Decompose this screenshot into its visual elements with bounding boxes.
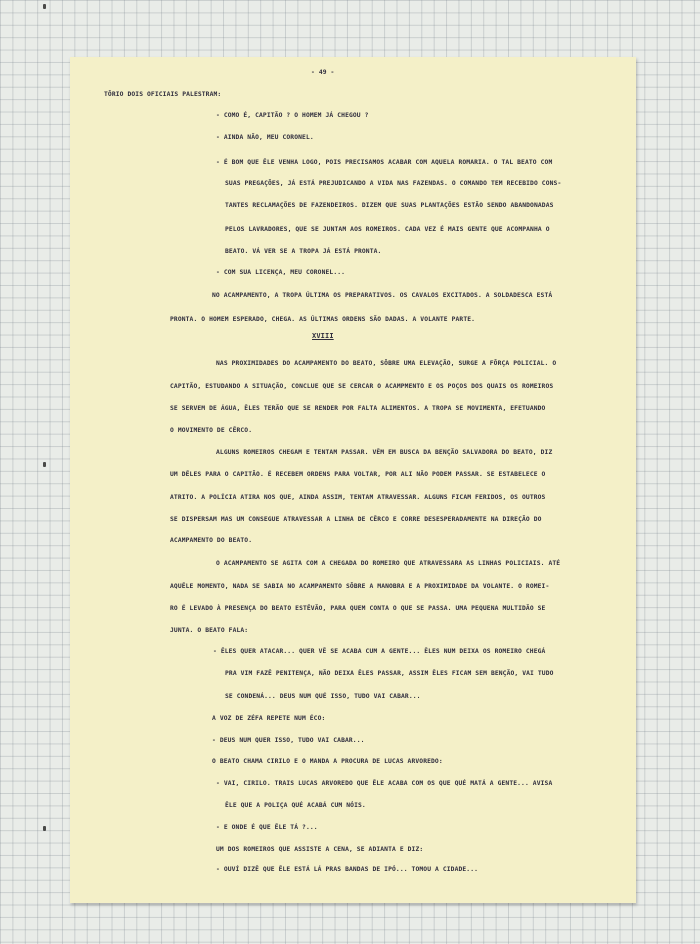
text-line: SE SERVEM DE ÁGUA, ÊLES TERÃO QUE SE RENDER POR FALTA ALIMENTOS. A TROPA SE MOVIMENTA, EFETUANDO [170, 405, 546, 412]
text-line: - OUVÍ DIZÊ QUE ÊLE ESTÁ LÁ PRAS BANDAS DE IPÓ... TOMOU A CIDADE... [216, 866, 479, 873]
text-line: O ACAMPAMENTO SE AGITA COM A CHEGADA DO ROMEIRO QUE ATRAVESSARA AS LINHAS POLICIAIS. ATÉ [216, 560, 561, 567]
text-line: RO É LEVADO À PRESENÇA DO BEATO ESTÊVÃO, PARA QUEM CONTA O QUE SE PASSA. UMA PEQUENA MULTIDÃO SE [170, 605, 546, 612]
text-line: CAPITÃO, ESTUDANDO A SITUAÇÃO, CONCLUE QUE SE CERCAR O ACAMPMENTO E OS POÇOS DOS QUAIS OS ROMEIROS [170, 383, 554, 390]
text-line: - É BOM QUE ÊLE VENHA LOGO, POIS PRECISAMOS ACABAR COM AQUELA ROMARIA. O TAL BEATO COM [216, 159, 553, 166]
text-line: - AINDA NÃO, MEU CORONEL. [216, 134, 314, 141]
text-line: ÊLE QUE A POLIÇA QUÉ ACABÁ CUM NÓIS. [225, 802, 366, 809]
page-number: - 49 - [311, 69, 335, 76]
text-line: TÔRIO DOIS OFICIAIS PALESTRAM: [104, 91, 222, 98]
text-line: BEATO. VÁ VER SE A TROPA JÁ ESTÁ PRONTA. [225, 248, 382, 255]
text-line: - VAI, CIRILO. TRAIS LUCAS ARVOREDO QUE ÊLE ACABA COM OS QUE QUÉ MATÁ A GENTE... AVISA [216, 780, 553, 787]
tack-hole-bottom [43, 826, 46, 831]
text-line: ALGUNS ROMEIROS CHEGAM E TENTAM PASSAR. VÊM EM BUSCA DA BENÇÃO SALVADORA DO BEATO, DIZ [216, 449, 553, 456]
text-line: - COM SUA LICENÇA, MEU CORONEL... [216, 269, 346, 276]
text-line: AQUÊLE MOMENTO, NADA SE SABIA NO ACAMPAMENTO SÔBRE A MANOBRA E A PROXIMIDADE DA VOLANTE. O ROMEI- [170, 583, 550, 590]
text-line: - E ONDE É QUE ÊLE TÁ ?... [216, 824, 318, 831]
text-line: A VOZ DE ZÉFA REPETE NUM ÉCO: [212, 715, 326, 722]
tack-hole-middle [43, 462, 46, 467]
text-line: - ÊLES QUER ATACAR... QUER VÊ SE ACABA CUM A GENTE... ÊLES NUM DEIXA OS ROMEIRO CHEGÁ [213, 648, 546, 655]
text-line: PRONTA. O HOMEM ESPERADO, CHEGA. AS ÚLTIMAS ORDENS SÃO DADAS. A VOLANTE PARTE. [170, 316, 476, 323]
text-line: - DEUS NUM QUER ISSO, TUDO VAI CABAR... [212, 737, 365, 744]
text-line: SUAS PREGAÇÕES, JÁ ESTÁ PREJUDICANDO A VIDA NAS FAZENDAS. O COMANDO TEM RECEBIDO CONS- [225, 180, 562, 187]
text-line: - COMO É, CAPITÃO ? O HOMEM JÁ CHEGOU ? [216, 112, 369, 119]
text-line: SE DISPERSAM MAS UM CONSEGUE ATRAVESSAR A LINHA DE CÊRCO E CORRE DESESPERADAMENTE NA DIREÇÃO DO [170, 516, 542, 523]
text-line: O BEATO CHAMA CIRILO E O MANDA A PROCURA DE LUCAS ARVOREDO: [212, 758, 443, 765]
text-line: NAS PROXIMIDADES DO ACAMPAMENTO DO BEATO, SÔBRE UMA ELEVAÇÃO, SURGE A FÔRÇA POLICIAL. O [216, 360, 557, 367]
text-line: UM DOS ROMEIROS QUE ASSISTE A CENA, SE ADIANTA E DIZ: [216, 846, 424, 853]
text-line: ACAMPAMENTO DO BEATO. [170, 537, 253, 544]
section-heading: XVIII [312, 332, 334, 340]
text-line: JUNTA. O BEATO FALA: [170, 627, 249, 634]
text-line: ATRITO. A POLÍCIA ATIRA NOS QUE, AINDA ASSIM, TENTAM ATRAVESSAR. ALGUNS FICAM FERIDOS, OS OUTROS [170, 494, 546, 501]
text-line: PELOS LAVRADORES, QUE SE JUNTAM AOS ROMEIROS. CADA VEZ É MAIS GENTE QUE ACOMPANHA O [225, 226, 550, 233]
text-line: UM DÊLES PARA O CAPITÃO. É RECEBEM ORDENS PARA VOLTAR, POR ALI NÃO PODEM PASSAR. SE ESTABELECE O [170, 471, 546, 478]
text-line: O MOVIMENTO DE CÊRCO. [170, 427, 253, 434]
text-line: SE CONDENÁ... DEUS NUM QUÉ ISSO, TUDO VAI CABAR... [225, 693, 421, 700]
text-line: TANTES RECLAMAÇÕES DE FAZENDEIROS. DIZEM QUE SUAS PLANTAÇÕES ESTÃO SENDO ABANDONADAS [225, 202, 554, 209]
typewritten-page [70, 57, 636, 903]
tack-hole-top [43, 4, 46, 9]
text-line: NO ACAMPAMENTO, A TROPA ÚLTIMA OS PREPARATIVOS. OS CAVALOS EXCITADOS. A SOLDADESCA ESTÁ [212, 292, 553, 299]
text-line: PRA VIM FAZÊ PENITENÇA, NÃO DEIXA ÊLES PASSAR, ASSIM ÊLES FICAM SEM BENÇÃO, VAI TUDO [225, 670, 554, 677]
